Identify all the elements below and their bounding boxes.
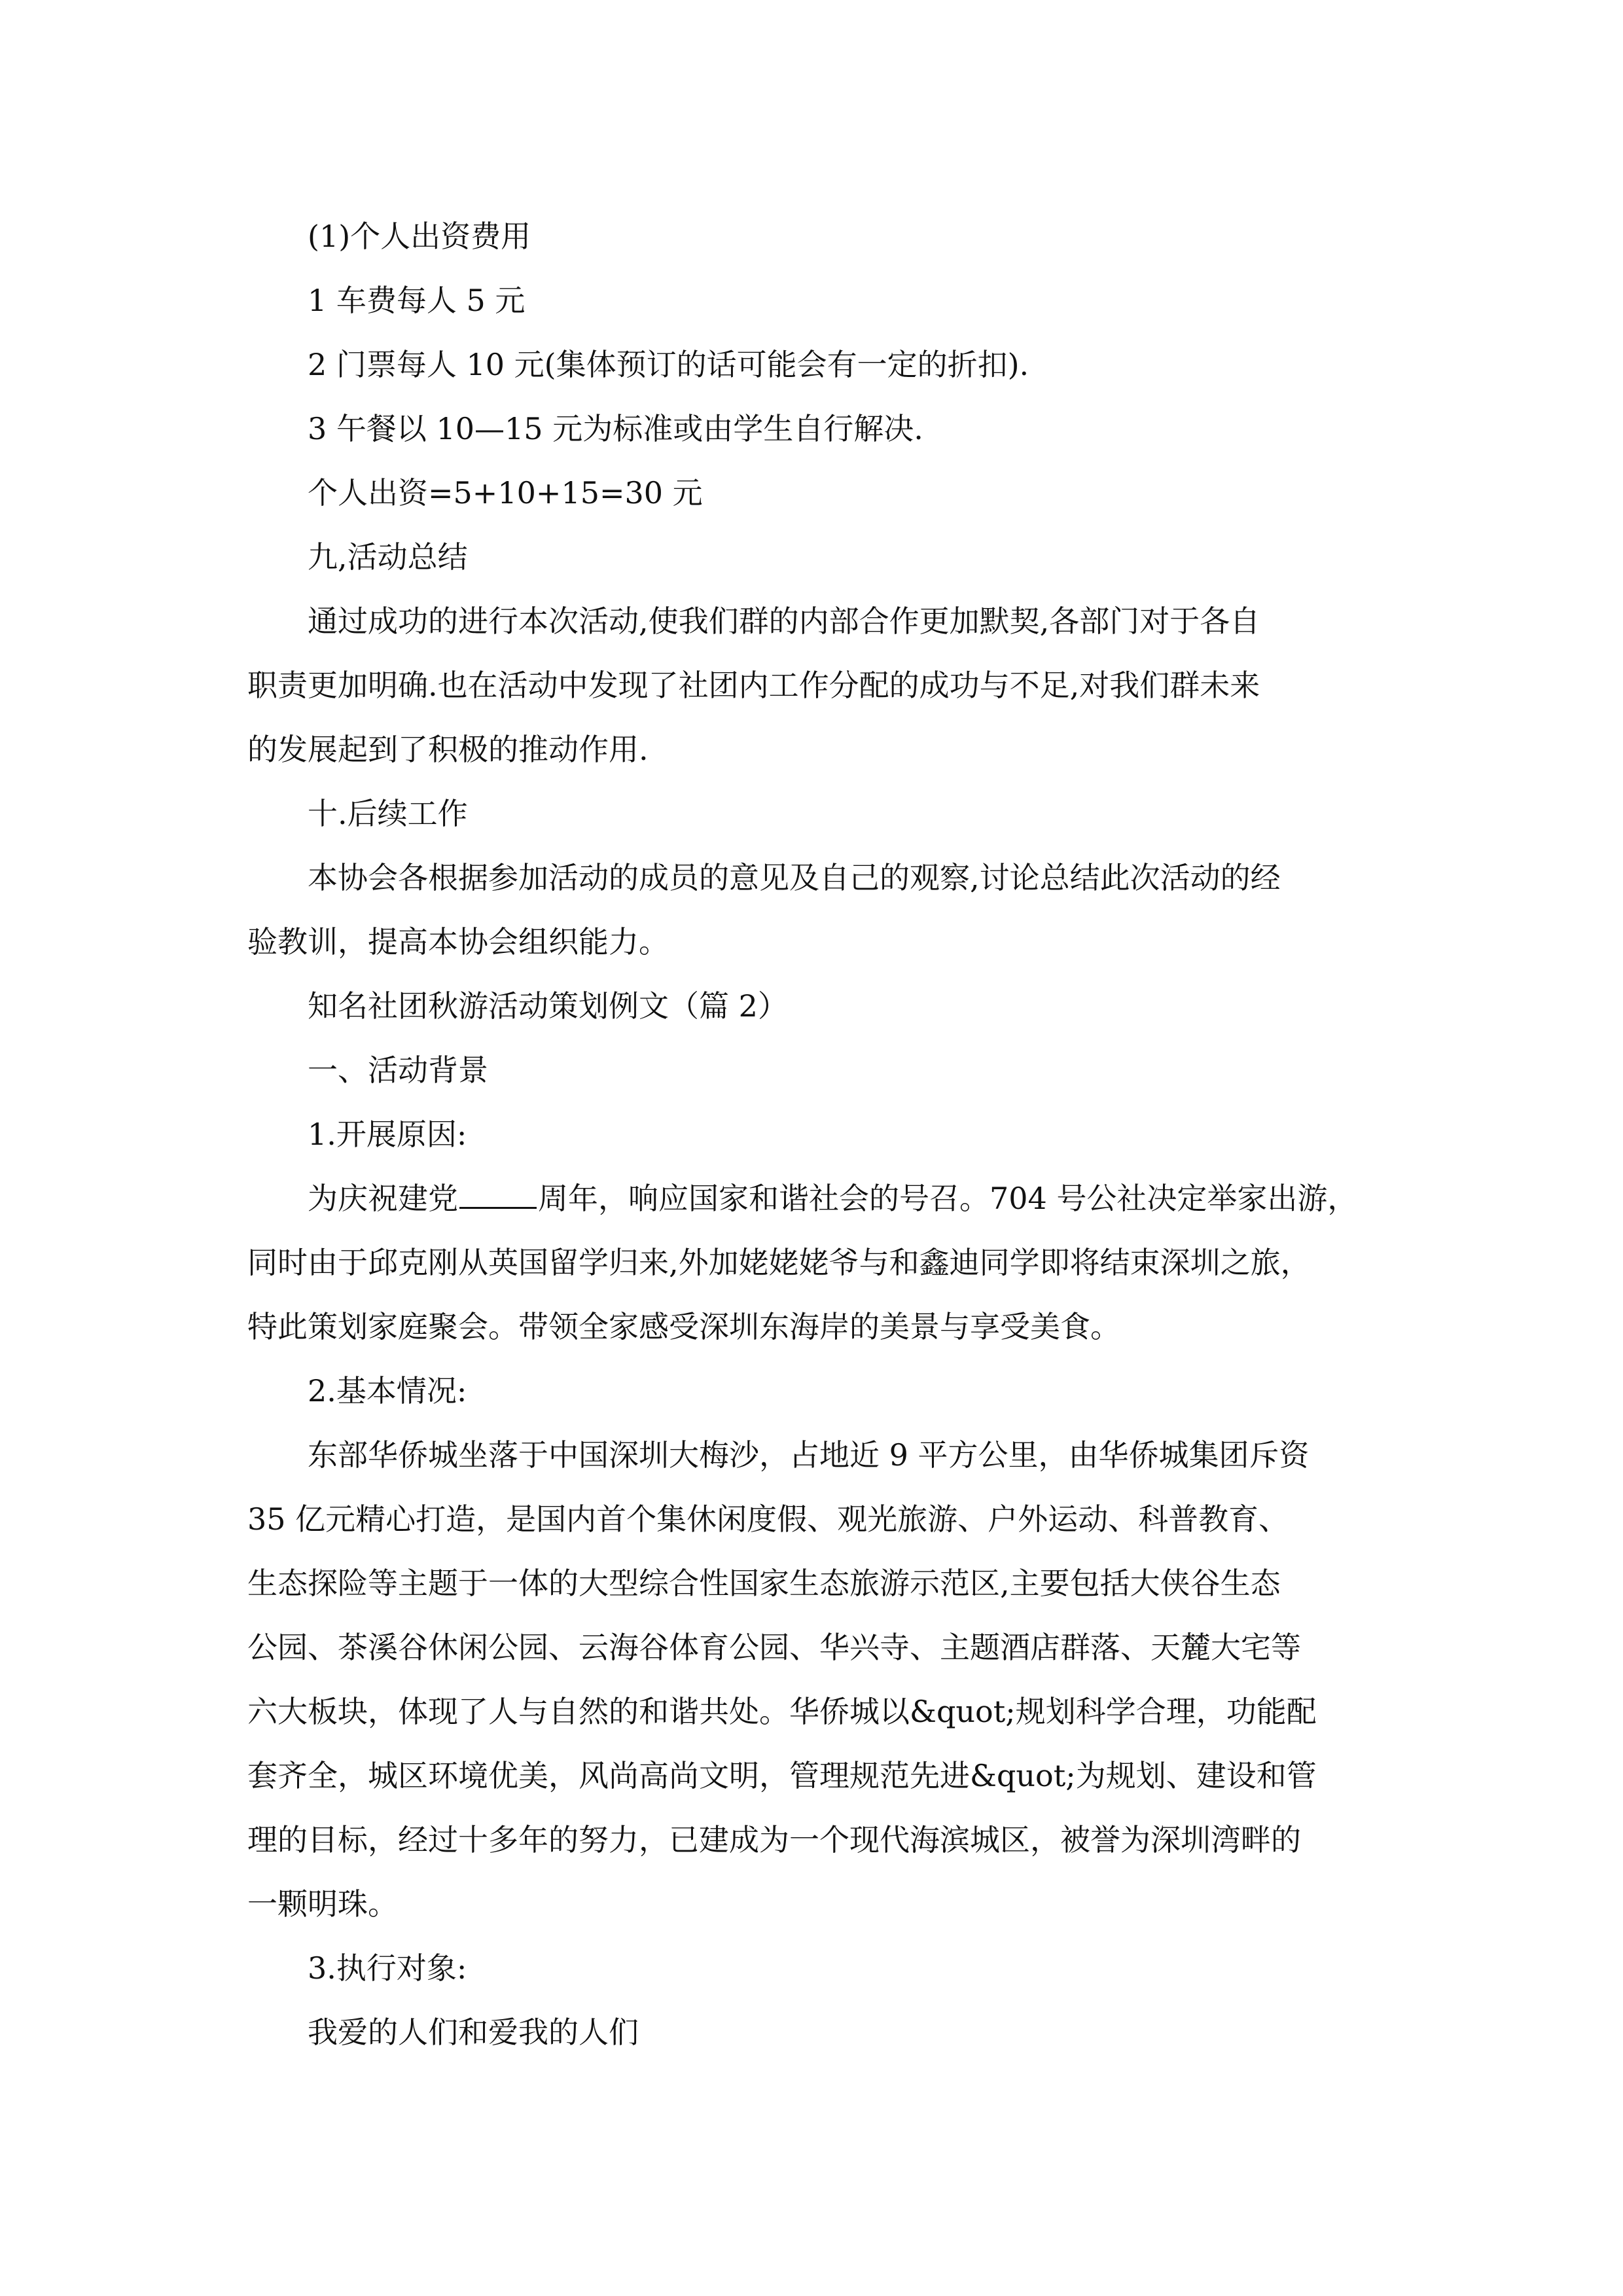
section-heading: 九,活动总结 — [308, 539, 468, 575]
text-line: 六大板块，体现了人与自然的和谐共处。华侨城以&quot;规划科学合理，功能配 — [247, 1694, 1317, 1729]
text-line: 公园、茶溪谷休闲公园、云海谷体育公园、华兴寺、主题酒店群落、天麓大宅等 — [247, 1630, 1301, 1665]
text-line: 东部华侨城坐落于中国深圳大梅沙，占地近 9 平方公里，由华侨城集团斥资 — [308, 1437, 1310, 1473]
text-line: 的发展起到了积极的推动作用. — [247, 732, 649, 767]
text-line: 特此策划家庭聚会。带领全家感受深圳东海岸的美景与享受美食。 — [247, 1309, 1120, 1344]
text-line: 验教训，提高本协会组织能力。 — [247, 924, 669, 960]
document-body — [247, 204, 1380, 2064]
text-line: 一颗明珠。 — [247, 1886, 398, 1922]
text-line: 35 亿元精心打造，是国内首个集休闲度假、观光旅游、户外运动、科普教育、 — [247, 1501, 1289, 1537]
subsection-heading: 1.开展原因: — [308, 1117, 467, 1152]
section-heading: 十.后续工作 — [308, 796, 468, 831]
text-line — [247, 1166, 1380, 1230]
text-segment: 周年，响应国家和谐社会的号召。704 号公社决定举家出游， — [538, 1181, 1358, 1216]
subsection-heading: 2.基本情况: — [308, 1373, 467, 1408]
text-segment: 为庆祝建党 — [308, 1181, 458, 1216]
text-line: 1 车费每人 5 元 — [308, 283, 526, 318]
text-line: 职责更加明确.也在活动中发现了社团内工作分配的成功与不足,对我们群未来 — [247, 668, 1260, 703]
text-line: 2 门票每人 10 元(集体预订的话可能会有一定的折扣). — [308, 347, 1029, 382]
text-line: 理的目标，经过十多年的努力，已建成为一个现代海滨城区，被誉为深圳湾畔的 — [247, 1822, 1301, 1857]
text-line: 3 午餐以 10—15 元为标准或由学生自行解决. — [308, 411, 923, 446]
subsection-heading: 3.执行对象: — [308, 1950, 467, 1986]
document-subtitle: 知名社团秋游活动策划例文（篇 2） — [308, 988, 788, 1024]
fill-in-blank — [459, 1181, 537, 1209]
text-line: 我爱的人们和爱我的人们 — [308, 2015, 639, 2050]
text-line: 套齐全，城区环境优美，风尚高尚文明，管理规范先进&quot;为规划、建设和管 — [247, 1758, 1317, 1793]
text-line: 通过成功的进行本次活动,使我们群的内部合作更加默契,各部门对于各自 — [308, 603, 1260, 639]
text-line: 生态探险等主题于一体的大型综合性国家生态旅游示范区,主要包括大侠谷生态 — [247, 1566, 1281, 1601]
text-line: 同时由于邱克刚从英国留学归来,外加姥姥姥爷与和鑫迪同学即将结束深圳之旅， — [247, 1245, 1311, 1280]
text-line: 本协会各根据参加活动的成员的意见及自己的观察,讨论总结此次活动的经 — [308, 860, 1281, 895]
section-heading: 一、活动背景 — [308, 1052, 488, 1088]
text-line: (1)个人出资费用 — [308, 219, 531, 254]
text-line: 个人出资=5+10+15=30 元 — [308, 475, 703, 511]
